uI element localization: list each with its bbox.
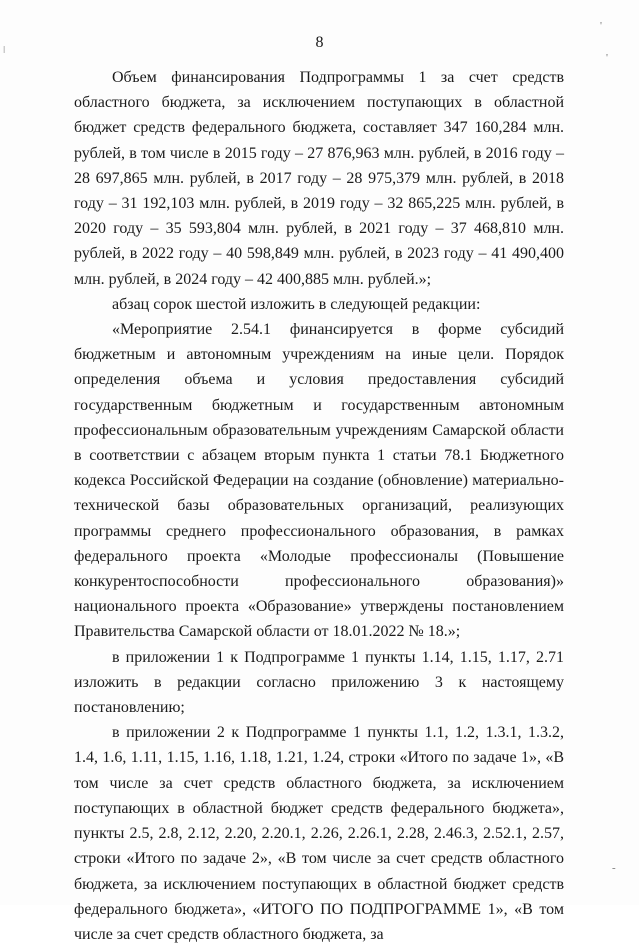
margin-scan-mark: ' — [600, 20, 602, 32]
paragraph-measure-2-54-1: «Мероприятие 2.54.1 финансируется в форме субсидий бюджетным и автономным учреждениям на иные цели. Порядок определения объема и условия предоставления субсидий государственным бюджетным и государственным автономным профессиональным образовательным учреждениям Самарской области в соответствии с абзацем вторым пункта 1 статьи 78.1 Бюджетного кодекса Российской Федерации на создание (обновление) материально-технической базы образовательных организаций, реализующих программы среднего профессионального образования, в рамках федерального проекта «Молодые профессионалы (Повышение конкурентоспособности профессионального образования)» национального проекта «Образование» утверждены постановлением Правительства Самарской области от 18.01.2022 № 18.»; — [74, 321, 564, 641]
margin-scan-mark: ǀ — [3, 44, 6, 56]
paragraph-funding-volume: Объем финансирования Подпрограммы 1 за счет средств областного бюджета, за исключением поступающих в областной бюджет средств федерального бюджета, составляет 347 160,284 млн. рублей, в том числе в 2015 году – 27 876,963 млн. рублей, в 2016 году – 28 697,865 млн. рублей, в 2017 году – 28 975,379 млн. рублей, в 2018 году – 31 192,103 млн. рублей, в 2019 году – 32 865,225 млн. рублей, в 2020 году – 35 593,804 млн. рублей, в 2021 году – 37 468,810 млн. рублей, в 2022 году – 40 598,849 млн. рублей, в 2023 году – 41 490,400 млн. рублей, в 2024 году – 42 400,885 млн. рублей.»; — [74, 69, 564, 288]
margin-scan-mark: ' — [606, 52, 608, 64]
margin-scan-mark: - — [612, 862, 616, 874]
paragraph-appendix-2-items: в приложении 2 к Подпрограмме 1 пункты 1.1, 1.2, 1.3.1, 1.3.2, 1.4, 1.6, 1.11, 1.15, 1.16, 1.18, 1.21, 1.24, строки «Итого по задаче 1», «В том числе за счет средств областного бюджета, за исключением поступающих в областной бюджет средств федерального бюджета», пункты 2.5, 2.8, 2.12, 2.20, 2.20.1, 2.26, 2.26.1, 2.28, 2.46.3, 2.52.1, 2.57, строки «Итого по задаче 2», «В том числе за счет средств областного бюджета, за исключением поступающих в областной бюджет средств федерального бюджета», «ИТОГО ПО ПОДПРОГРАММЕ 1», «В том числе за счет средств областного бюджета, за — [74, 724, 564, 943]
page-number: 8 — [315, 34, 324, 51]
paragraph-paragraph-46-instruction: абзац сорок шестой изложить в следующей редакции: — [112, 295, 481, 313]
paragraph-appendix-1-items: в приложении 1 к Подпрограмме 1 пункты 1.14, 1.15, 1.17, 2.71 изложить в редакции согласно приложению 3 к настоящему постановлению; — [74, 648, 564, 717]
document-body — [74, 65, 564, 947]
